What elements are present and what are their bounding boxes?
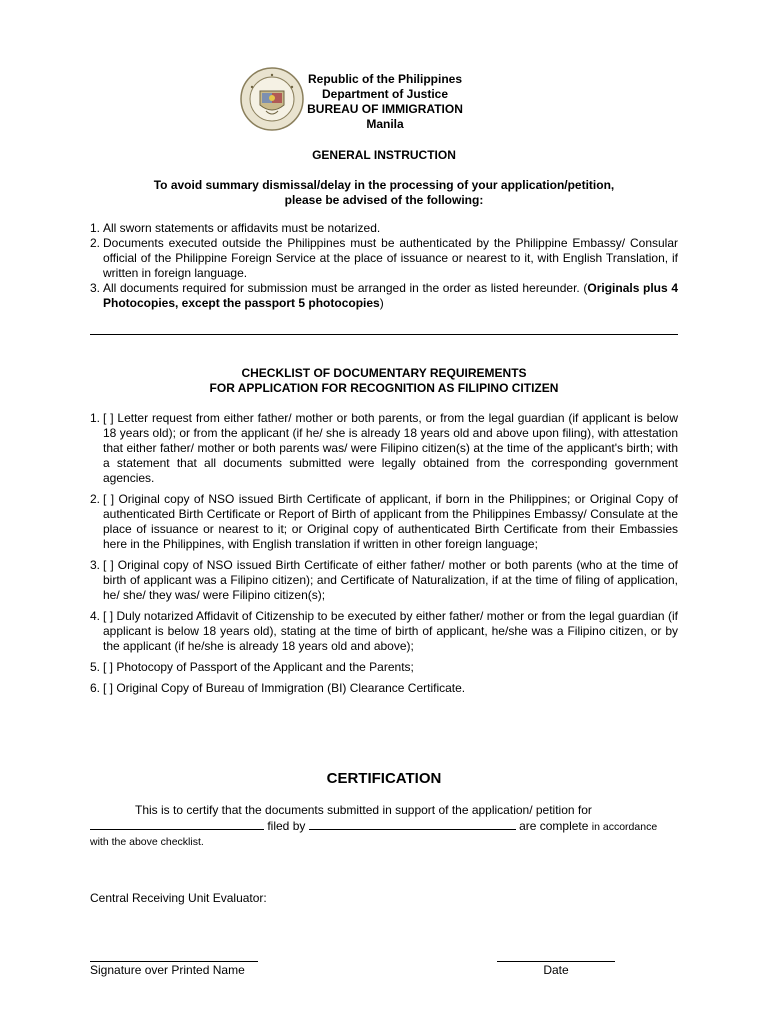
checklist-list <box>90 411 678 696</box>
certification-line-1: This is to certify that the documents submitted in support of the application/ petition for <box>135 803 592 817</box>
agency-header <box>300 72 470 132</box>
certification-title: CERTIFICATION <box>326 770 442 787</box>
header-line-city: Manila <box>366 117 404 131</box>
filed-by-blank[interactable] <box>309 818 516 830</box>
header-line-bureau: BUREAU OF IMMIGRATION <box>307 102 463 116</box>
application-blank[interactable] <box>90 818 264 830</box>
evaluator-label: Central Receiving Unit Evaluator: <box>90 891 267 905</box>
bureau-seal-icon <box>240 67 304 131</box>
list-item: 6. [ ] Original Copy of Bureau of Immigration (BI) Clearance Certificate. <box>90 681 466 695</box>
certification-line-2: filed by are complete in accordance <box>90 818 678 835</box>
list-item: 1. [ ] Letter request from either father/ mother or both parents, or from the legal guardian (if applicant is below 18 years old); or from the applicant (if he/ she is already 18 years old and above upon filing), with attestation that either father/ mother or both parents was/ were Filipino citizen(s) at the time of the applicant's birth; with a statement that all documents submitted were legally obtained from the corresponding government agencies. <box>90 411 678 485</box>
certification-line-3: with the above checklist. <box>90 836 204 848</box>
list-item: 3. [ ] Original copy of NSO issued Birth Certificate of either father/ mother or both parents (who at the time of birth of applicant was a Filipino citizen); and Certificate of Naturalization, if at the time of filing of application, he/ she/ they was/ were Filipino citizen(s); <box>90 558 678 602</box>
checklist-title-line-1: CHECKLIST OF DOCUMENTARY REQUIREMENTS <box>241 366 527 380</box>
header-line-republic: Republic of the Philippines <box>307 72 462 86</box>
general-intro-line-2: please be advised of the following: <box>284 193 484 207</box>
signature-line[interactable] <box>90 961 258 962</box>
general-instruction-title: GENERAL INSTRUCTION <box>312 148 456 162</box>
list-item: 1. All sworn statements or affidavits must be notarized. <box>90 221 381 235</box>
date-label: Date <box>543 963 569 977</box>
list-item: 4. [ ] Duly notarized Affidavit of Citizenship to be executed by either father/ mother or from the legal guardian (if applicant is below 18 years old), stating at the time of birth of applicant, he/she was a Filipino citizen, or by the applicant (if he/she is already 18 years old and above); <box>90 609 678 653</box>
list-item: 3. All documents required for submission must be arranged in the order as listed hereunder. (Originals plus 4 Photocopies, except the passport 5 photocopies) <box>90 281 678 310</box>
list-item: 5. [ ] Photocopy of Passport of the Applicant and the Parents; <box>90 660 414 674</box>
signature-label: Signature over Printed Name <box>90 963 245 977</box>
date-line[interactable] <box>497 961 615 962</box>
checklist-title-line-2: FOR APPLICATION FOR RECOGNITION AS FILIPINO CITIZEN <box>209 381 559 395</box>
general-instruction-list <box>90 221 678 311</box>
general-intro <box>90 178 678 208</box>
header-line-department: Department of Justice <box>321 87 449 101</box>
checklist-title <box>90 366 678 396</box>
list-item: 2. Documents executed outside the Philippines must be authenticated by the Philippine Embassy/ Consular official of the Philippine Foreign Service at the place of issuance or nearest to it, with English Translation, if written in foreign language. <box>90 236 678 280</box>
section-divider <box>90 334 678 335</box>
general-intro-line-1: To avoid summary dismissal/delay in the processing of your application/petition, <box>153 178 615 192</box>
list-item: 2. [ ] Original copy of NSO issued Birth Certificate of applicant, if born in the Philippines; or Original Copy of authenticated Birth Certificate or Report of Birth of applicant from the Philippines Embassy/ Consulate at the place of issuance or nearest to it; or Original copy of authenticated Birth Certificate from their Embassies here in the Philippines, with English translation if written in other foreign language; <box>90 492 678 551</box>
certification-statement <box>90 803 678 850</box>
